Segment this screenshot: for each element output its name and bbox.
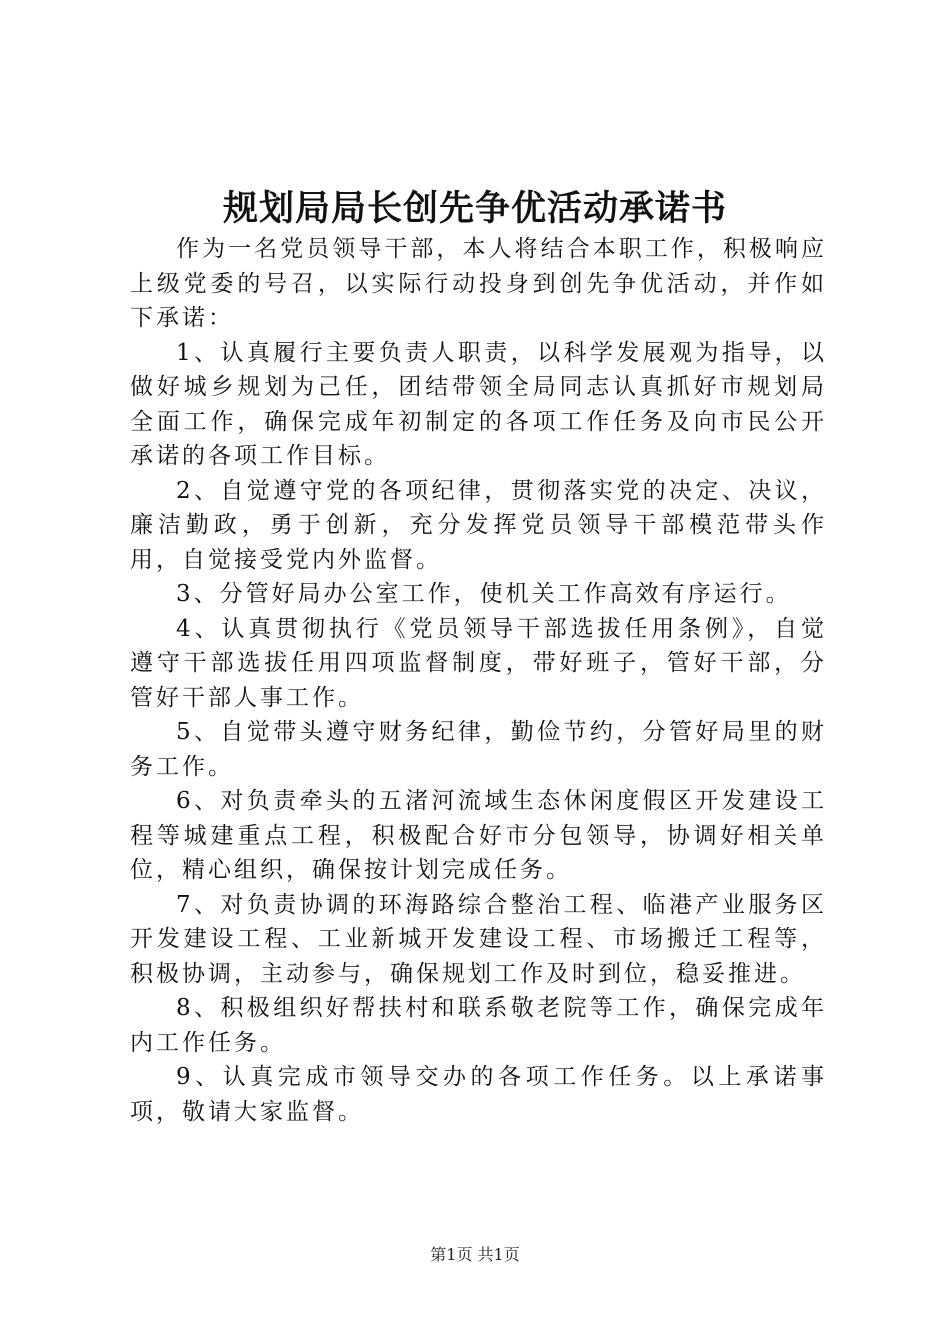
paragraph-item-5: 5、自觉带头遵守财务纪律，勤俭节约，分管好局里的财务工作。: [130, 719, 827, 780]
paragraph-item-1: 1、认真履行主要负责人职责，以科学发展观为指导，以做好城乡规划为己任，团结带领全局同志认真抓好市规划局全面工作，确保完成年初制定的各项工作任务及向市民公开承诺的各项工作目标。: [130, 339, 827, 469]
paragraph-intro: 作为一名党员领导干部，本人将结合本职工作，积极响应上级党委的号召，以实际行动投身到创先争优活动，并作如下承诺：: [130, 236, 827, 331]
document-title: 规划局局长创先争优活动承诺书: [222, 189, 727, 229]
paragraph-item-9: 9、认真完成市领导交办的各项工作任务。以上承诺事项，敬请大家监督。: [130, 1064, 827, 1125]
page-number-footer: 第1页 共1页: [430, 1245, 520, 1264]
document-body: [130, 232, 827, 1129]
paragraph-item-8: 8、积极组织好帮扶村和联系敬老院等工作，确保完成年内工作任务。: [130, 995, 827, 1056]
paragraph-item-3: 3、分管好局办公室工作，使机关工作高效有序运行。: [176, 581, 792, 607]
paragraph-item-2: 2、自觉遵守党的各项纪律，贯彻落实党的决定、决议，廉洁勤政，勇于创新，充分发挥党员领导干部模范带头作用，自觉接受党内外监督。: [130, 477, 827, 573]
paragraph-item-7: 7、对负责协调的环海路综合整治工程、临港产业服务区开发建设工程、工业新城开发建设工程、市场搬迁工程等，积极协调，主动参与，确保规划工作及时到位，稳妥推进。: [130, 891, 827, 987]
paragraph-item-4: 4、认真贯彻执行《党员领导干部选拔任用条例》，自觉遵守干部选拔任用四项监督制度，带好班子，管好干部，分管好干部人事工作。: [130, 615, 827, 711]
paragraph-item-6: 6、对负责牵头的五渚河流域生态休闲度假区开发建设工程等城建重点工程，积极配合好市分包领导，协调好相关单位，精心组织，确保按计划完成任务。: [130, 788, 827, 883]
